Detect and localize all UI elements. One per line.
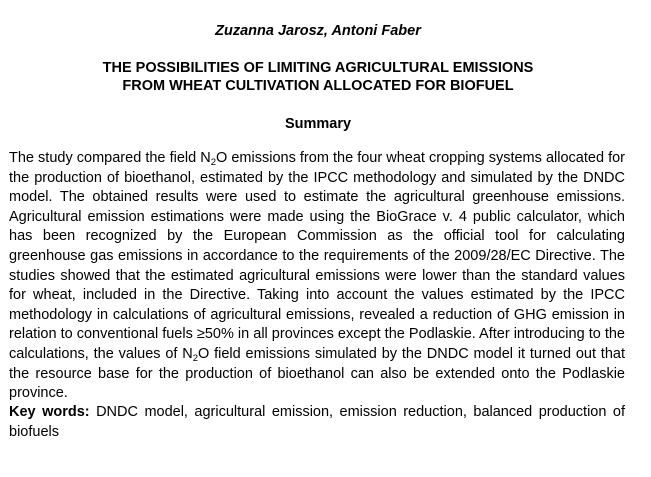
subscript-2: 2 (210, 157, 217, 168)
subscript-2: 2 (192, 352, 199, 364)
keywords (9, 403, 625, 442)
paper-title-line-1: THE POSSIBILITIES OF LIMITING AGRICULTURAL EMISSIONS (102, 60, 534, 76)
paper-title-line-2: FROM WHEAT CULTIVATION ALLOCATED FOR BIOFUEL (122, 78, 514, 94)
keywords-text: DNDC model, agricultural emission, emission reduction, balanced production of biofuels (9, 404, 625, 440)
authors: Zuzanna Jarosz, Antoni Faber (215, 23, 421, 39)
keywords-label: Key words: (9, 404, 90, 420)
abstract-text-part-3: O field emissions simulated by the DNDC model it turned out that the resource base for the production of bioethanol can also be extended onto the Podlaskie province. (9, 345, 625, 402)
summary-heading: Summary (284, 116, 352, 132)
abstract-text-part-1: The study compared the field N (9, 150, 211, 166)
paper-title (0, 59, 636, 95)
abstract-text-part-2: O emissions from the four wheat cropping systems allocated for the production of bioethanol, estimated by the IPCC methodology and simulated by the DNDC model. The obtained results were used to estimate the agricultural greenhouse emissions. Agricultural emission estimations were made using the BioGrace v. 4 public calculator, which has been recognized by the European Commission as the official tool for calculating greenhouse gas emissions in accordance to the requirements of the 2009/28/EC Directive. The studies showed that the estimated agricultural emissions were lower than the standard values for wheat, included in the Directive. Taking into account the values estimated by the IPCC methodology in calculations of agricultural emissions, revealed a reduction of GHG emission in relation to conventional fuels ≥50% in all provinces except the Podlaskie. After introducing to the calculations, the values of N (9, 150, 625, 362)
abstract-text (9, 149, 625, 404)
